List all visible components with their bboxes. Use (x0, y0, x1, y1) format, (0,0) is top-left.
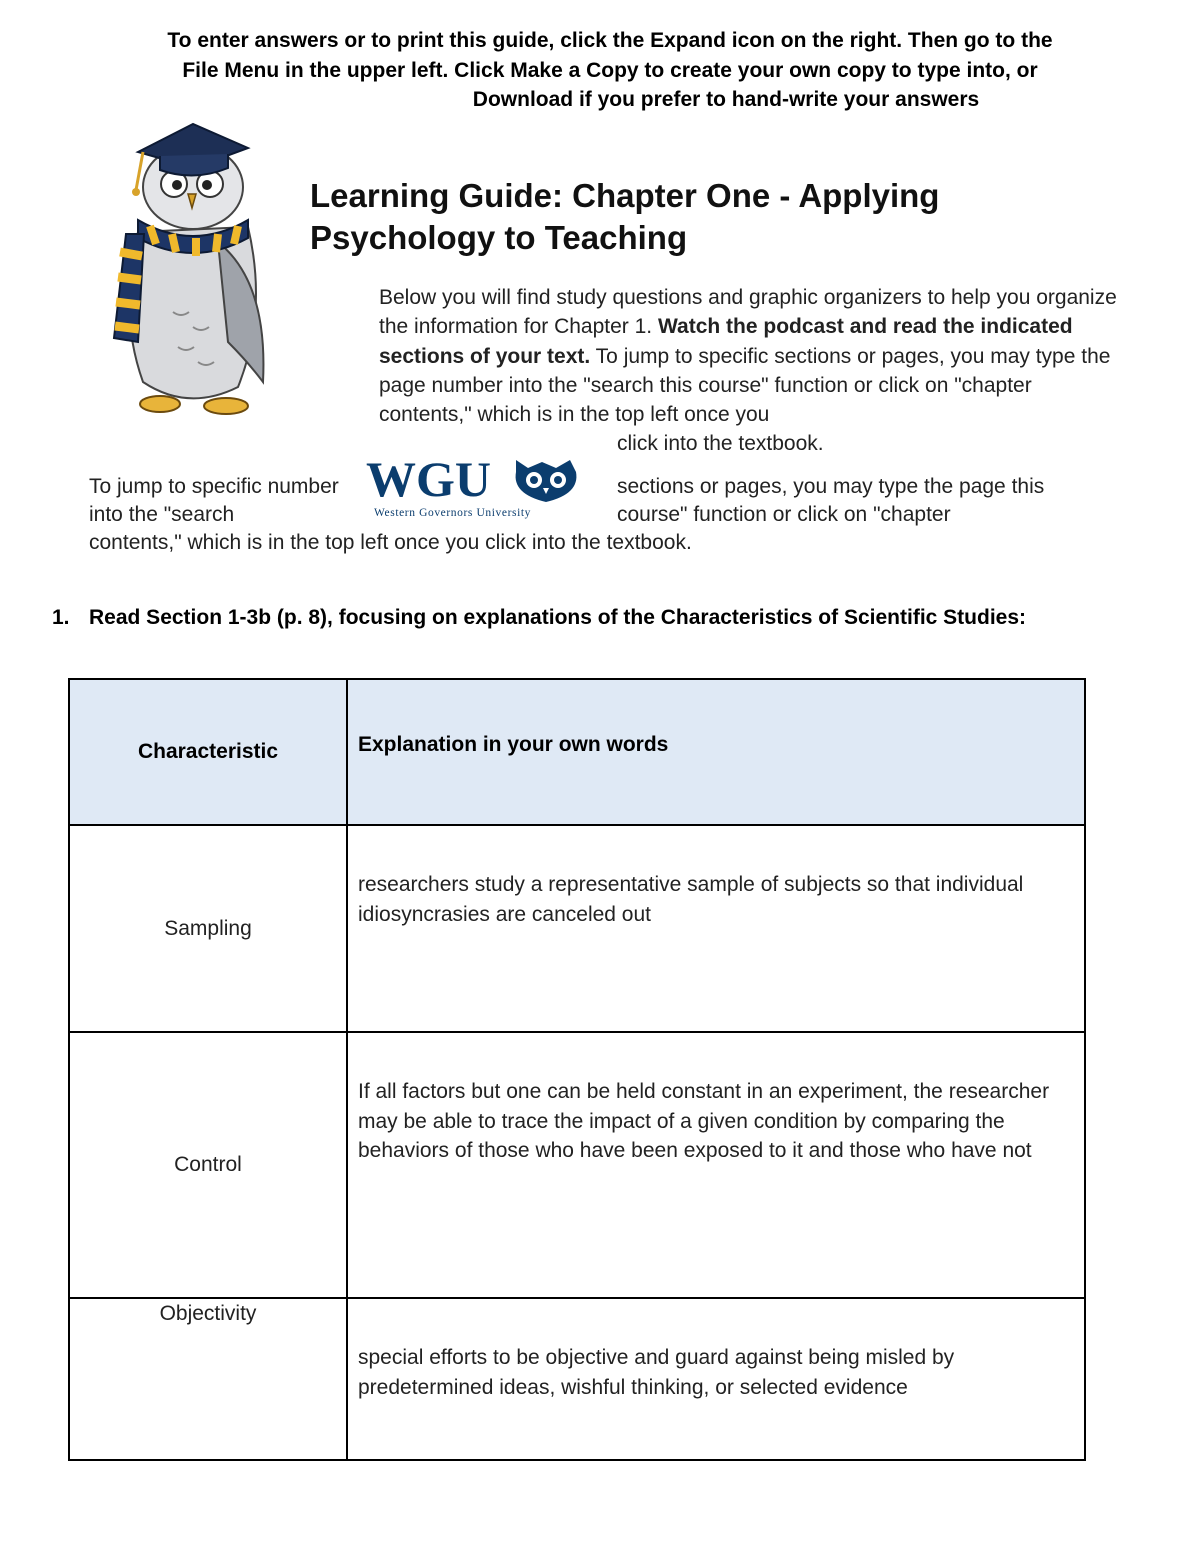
jump-text-left: To jump to specific number into the "search (89, 475, 339, 526)
explanation-cell[interactable] (347, 1298, 1085, 1460)
table-row (69, 1298, 1085, 1460)
explanation-text: If all factors but one can be held constant in an experiment, the researcher may be able to trace the impact of a given condition by comparing the behaviors of those who have been exposed to it and those who have not (358, 1080, 1050, 1162)
logo-wordmark: WGU (366, 452, 491, 507)
table-header-row (69, 679, 1085, 825)
notice-line-2: File Menu in the upper left. Click Make a Copy to create your own copy to type into, or (182, 58, 1038, 82)
title-line-1: Learning Guide: Chapter One - Applying (310, 177, 940, 214)
characteristic-cell (69, 1032, 347, 1298)
notice-line-3: Download if you prefer to hand-write your answers (472, 88, 980, 111)
characteristic-label: Sampling (164, 916, 252, 940)
wgu-logo (366, 452, 592, 524)
title-line-2: Psychology to Teaching (310, 219, 688, 256)
table-row (69, 1032, 1085, 1298)
explanation-cell[interactable] (347, 1032, 1085, 1298)
question-number: 1. (52, 606, 70, 629)
jump-text-right: sections or pages, you may type the page this course" function or click on "chapter (617, 475, 1045, 526)
notice-line-1: To enter answers or to print this guide, click the Expand icon on the right. Then go to the (167, 29, 1053, 52)
intro-text-1: Below you will find study questions and graphic organizers to help you organize the information for Chapter 1. (379, 286, 1117, 339)
owl-mascot-image (98, 112, 278, 422)
intro-text-tail: click into the textbook. (617, 432, 824, 456)
jump-text-bottom: contents," which is in the top left once you click into the textbook. (89, 531, 692, 554)
explanation-text: special efforts to be objective and guard against being misled by predetermined ideas, wishful thinking, or selected evidence (358, 1346, 955, 1399)
question-text: Read Section 1-3b (p. 8), focusing on explanations of the Characteristics of Scientific Studies: (89, 606, 1027, 629)
characteristic-label: Control (174, 1153, 242, 1177)
intro-bold-instruction: Watch the podcast and read the indicated sections of your text. (379, 315, 1073, 368)
explanation-text: researchers study a representative sample of subjects so that individual idiosyncrasies are canceled out (358, 873, 1024, 926)
question-1 (52, 603, 1132, 633)
characteristic-cell (69, 825, 347, 1032)
explanation-cell[interactable] (347, 825, 1085, 1032)
instructions-notice (60, 26, 1160, 115)
logo-subtitle: Western Governors University (374, 507, 532, 519)
header-explanation: Explanation in your own words (347, 679, 1085, 825)
table-row (69, 825, 1085, 1032)
characteristic-label: Objectivity (159, 1302, 257, 1325)
characteristics-table (68, 678, 1086, 1461)
intro-text-2: To jump to specific sections or pages, you may type the page number into the "search this course" function or click on "chapter contents," which is in the top left once you (379, 344, 1111, 427)
page-title (310, 175, 1110, 259)
characteristic-cell (69, 1298, 347, 1460)
intro-paragraph (379, 283, 1124, 459)
header-characteristic: Characteristic (69, 679, 347, 825)
